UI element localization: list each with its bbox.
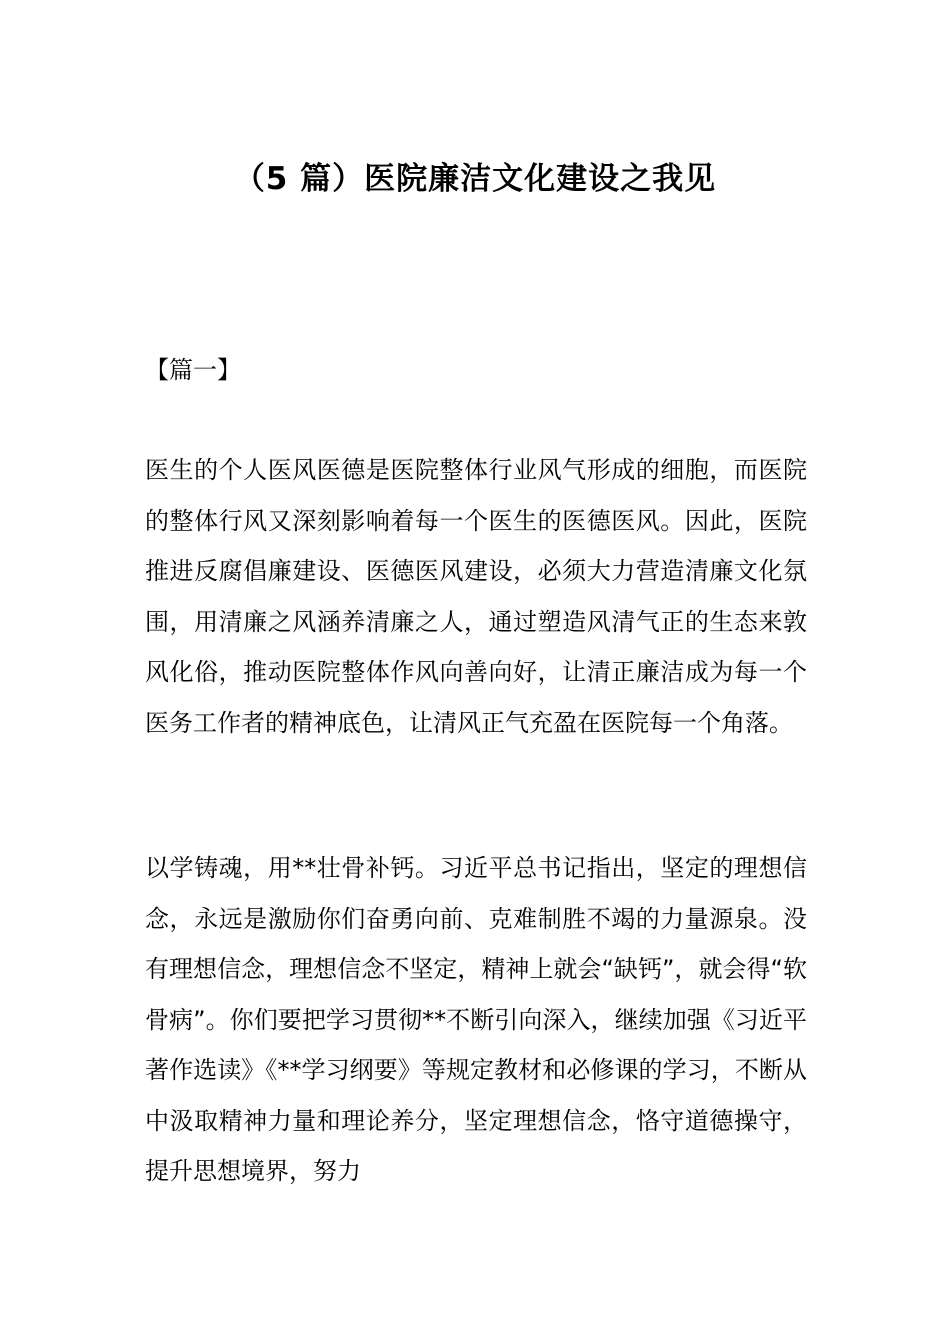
section-label: 【篇一】 <box>145 356 241 384</box>
body-paragraph: 以学铸魂，用**壮骨补钙。习近平总书记指出，坚定的理想信念，永远是激励你们奋勇向前、克难制胜不竭的力量源泉。没有理想信念，理想信念不坚定，精神上就会“缺钙”，就会得“软骨病”。你们要把学习贯彻**不断引向深入，继续加强《习近平著作选读》《**学习纲要》等规定教材和必修课的学习，不断从中汲取精神力量和理论养分，坚定理想信念，恪守道德操守，提升思想境界，努力 <box>145 854 807 1185</box>
document-title: （5 篇）医院廉洁文化建设之我见 <box>233 161 717 197</box>
body-paragraph: 医生的个人医风医德是医院整体行业风气形成的细胞，而医院的整体行风又深刻影响着每一个医生的医德医风。因此，医院推进反腐倡廉建设、医德医风建设，必须大力营造清廉文化氛围，用清廉之风涵养清廉之人，通过塑造风清气正的生态来敦风化俗，推动医院整体作风向善向好，让清正廉洁成为每一个医务工作者的精神底色，让清风正气充盈在医院每一个角落。 <box>145 456 807 737</box>
